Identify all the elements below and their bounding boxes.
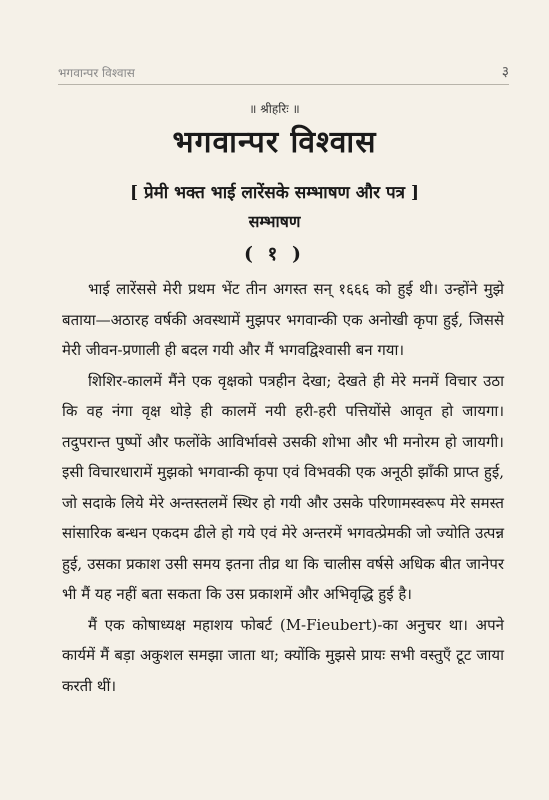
invocation: ॥ श्रीहरिः ॥ bbox=[249, 102, 300, 116]
section-number: ( १ ) bbox=[243, 243, 306, 265]
running-head bbox=[58, 62, 509, 85]
page-number: ३ bbox=[501, 64, 509, 80]
paragraph: मैं एक कोषाध्यक्ष महाशय फोबर्ट (M-Fieubert)-का अनुचर था। अपने कार्यमें मैं बड़ा अकुशल समझा जाता था; क्योंकि मुझसे प्रायः सभी वस्तुएँ टूट जाया करती थीं। bbox=[62, 615, 504, 695]
running-head-title: भगवान्पर विश्वास bbox=[58, 66, 135, 80]
body-text bbox=[62, 274, 504, 701]
section-heading: सम्भाषण bbox=[248, 212, 301, 231]
subtitle: [ प्रेमी भक्त भाई लारेंसके सम्भाषण और पत्र ] bbox=[129, 183, 419, 203]
page-title: भगवान्पर विश्वास bbox=[172, 125, 377, 160]
paragraph: भाई लारेंससे मेरी प्रथम भेंट तीन अगस्त सन् १६६६ को हुई थी। उन्होंने मुझे बताया—अठारह वर्षकी अवस्थामें मुझपर भगवान्की एक अनोखी कृपा हुई, जिससे मेरी जीवन-प्रणाली ही बदल गयी और मैं भगवद्विश्वासी बन गया। bbox=[62, 280, 504, 359]
paragraph: शिशिर-कालमें मैंने एक वृक्षको पत्रहीन देखा; देखते ही मेरे मनमें विचार उठा कि वह नंगा वृक्ष थोड़े ही कालमें नयी हरी-हरी पत्तियोंसे आवृत हो जायगा। तदुपरान्त पुष्पों और फलोंके आविर्भावसे उसकी शोभा और भी मनोरम हो जायगी। इसी विचारधारामें मुझको भगवान्की कृपा एवं विभवकी एक अनूठी झाँकी प्राप्त हुई, जो सदाके लिये मेरे अन्तस्तलमें स्थिर हो गयी और उसके परिणामस्वरूप मेरे समस्त सांसारिक बन्धन एकदम ढीले हो गये एवं मेरे अन्तरमें भगवत्प्रेमकी जो ज्योति उत्पन्न हुई, उसका प्रकाश उसी समय इतना तीव्र था कि चालीस वर्षसे अधिक बीत जानेपर भी मैं यह नहीं बता सकता कि उस प्रकाशमें और अभिवृद्धि हुई है। bbox=[62, 371, 504, 603]
